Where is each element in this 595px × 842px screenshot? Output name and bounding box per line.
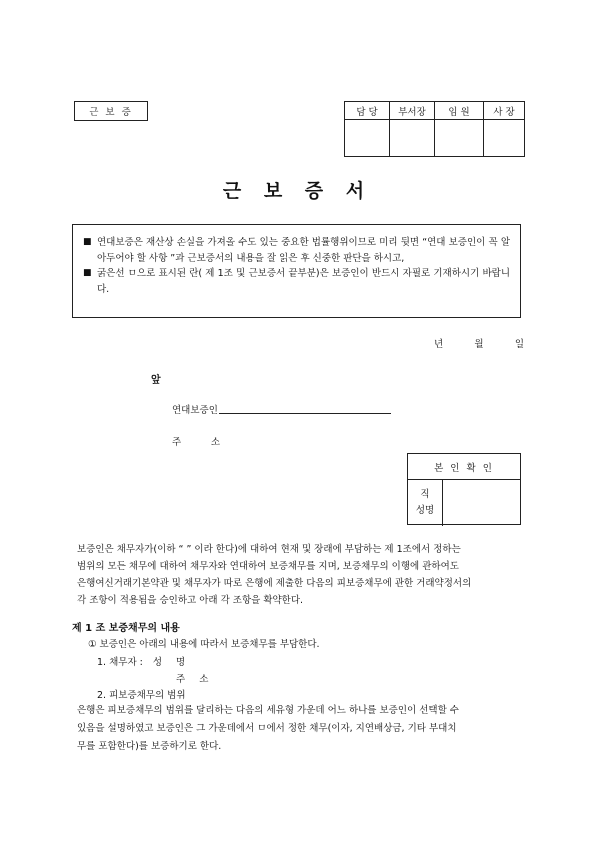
date-year[interactable]: 년 — [434, 339, 444, 350]
debtor-address-row — [176, 671, 208, 685]
approval-header-dept-head: 부서장 — [390, 102, 435, 120]
approval-sign-staff[interactable] — [345, 120, 390, 157]
identity-check-body — [408, 480, 520, 526]
paragraph-line: 무를 포함한다)를 보증하기로 한다. — [77, 741, 222, 752]
notice-text: 연대보증은 재산상 손실을 가져올 수도 있는 중요한 법률행위이므로 미리 뒷면 “연대 보증인이 꼭 알아두어야 할 사항 ”과 근보증서의 내용을 잘 읽은 후 신중한 판단을 하시고, — [97, 237, 510, 264]
identity-label-position: 직 — [420, 489, 430, 500]
identity-label-name: 성명 — [415, 505, 435, 516]
guaranteed-debt-scope-heading: 2. 피보증채무의 범위 — [97, 690, 186, 701]
debtor-name-row — [97, 654, 185, 668]
approval-header-executive: 임 원 — [435, 102, 484, 120]
approval-sign-president[interactable] — [484, 120, 525, 157]
date-month[interactable]: 월 — [474, 339, 484, 350]
guarantor-label: 연대보증인 — [172, 405, 218, 416]
address-label-char: 소 — [210, 437, 220, 448]
paragraph-line: 은행은 피보증채무의 범위를 달리하는 다음의 세유형 가운데 어느 하나를 보증인이 선택할 수 — [77, 705, 459, 716]
debtor-address-char: 주 — [176, 674, 186, 685]
approval-sign-executive[interactable] — [435, 120, 484, 157]
square-bullet-icon: ■ — [83, 268, 92, 278]
approval-sign-dept-head[interactable] — [390, 120, 435, 157]
debtor-address-char: 소 — [199, 674, 209, 685]
paragraph-line: 은행여신거래기본약관 및 채무자가 따로 은행에 제출한 다음의 피보증채무에 관한 거래약정서의 — [77, 578, 472, 589]
article-1-paragraph — [77, 702, 524, 756]
notice-item — [83, 266, 510, 297]
notice-box — [72, 224, 521, 318]
document-type-text: 근 보 증 — [89, 107, 133, 118]
approval-header-president: 사 장 — [484, 102, 525, 120]
identity-check-field[interactable] — [443, 480, 520, 526]
identity-check-labels — [408, 480, 443, 526]
paragraph-line: 보증인은 채무자가(이하 “ ” 이라 한다)에 대하여 현재 및 장래에 부담하는 제 1조에서 정하는 — [77, 544, 461, 555]
identity-check-box — [407, 453, 521, 525]
page-title: 근 보 증 서 — [222, 180, 373, 202]
paragraph-line: 범위의 모든 채무에 대하여 채무자와 연대하여 보증채무를 지며, 보증채무의 이행에 관하여도 — [77, 561, 459, 572]
article-1-heading: 제 1 조 보증채무의 내용 — [72, 623, 180, 634]
notice-item — [83, 235, 510, 266]
approval-signature-table — [344, 101, 525, 157]
paragraph-line: 있음을 설명하였고 보증인은 그 가운데에서 ㅁ에서 정한 채무(이자, 지연배상금, 기타 부대치 — [77, 723, 457, 734]
address-label-char: 주 — [172, 437, 182, 448]
main-paragraph — [77, 541, 524, 609]
guarantor-signature-line[interactable] — [219, 413, 391, 414]
notice-text: 굵은선 ㅁ으로 표시된 란( 제 1조 및 근보증서 끝부분)은 보증인이 반드시 자필로 기재하시기 바랍니다. — [97, 268, 510, 295]
date-day[interactable]: 일 — [514, 339, 524, 350]
debtor-name-char: 성 — [152, 657, 163, 668]
approval-header-staff: 담 당 — [345, 102, 390, 120]
addressee-label: 앞 — [151, 375, 161, 386]
square-bullet-icon: ■ — [83, 237, 92, 247]
paragraph-line: 각 조항이 적용됨을 승인하고 아래 각 조항을 확약한다. — [77, 595, 304, 606]
debtor-label: 1. 채무자 : — [97, 657, 143, 668]
identity-check-title: 본 인 확 인 — [408, 454, 520, 480]
date-line — [434, 336, 524, 350]
address-label — [172, 434, 220, 448]
article-1-item-1: ① 보증인은 아래의 내용에 따라서 보증채무를 부담한다. — [88, 639, 320, 650]
document-type-label — [74, 101, 148, 121]
debtor-name-char: 명 — [176, 657, 186, 668]
